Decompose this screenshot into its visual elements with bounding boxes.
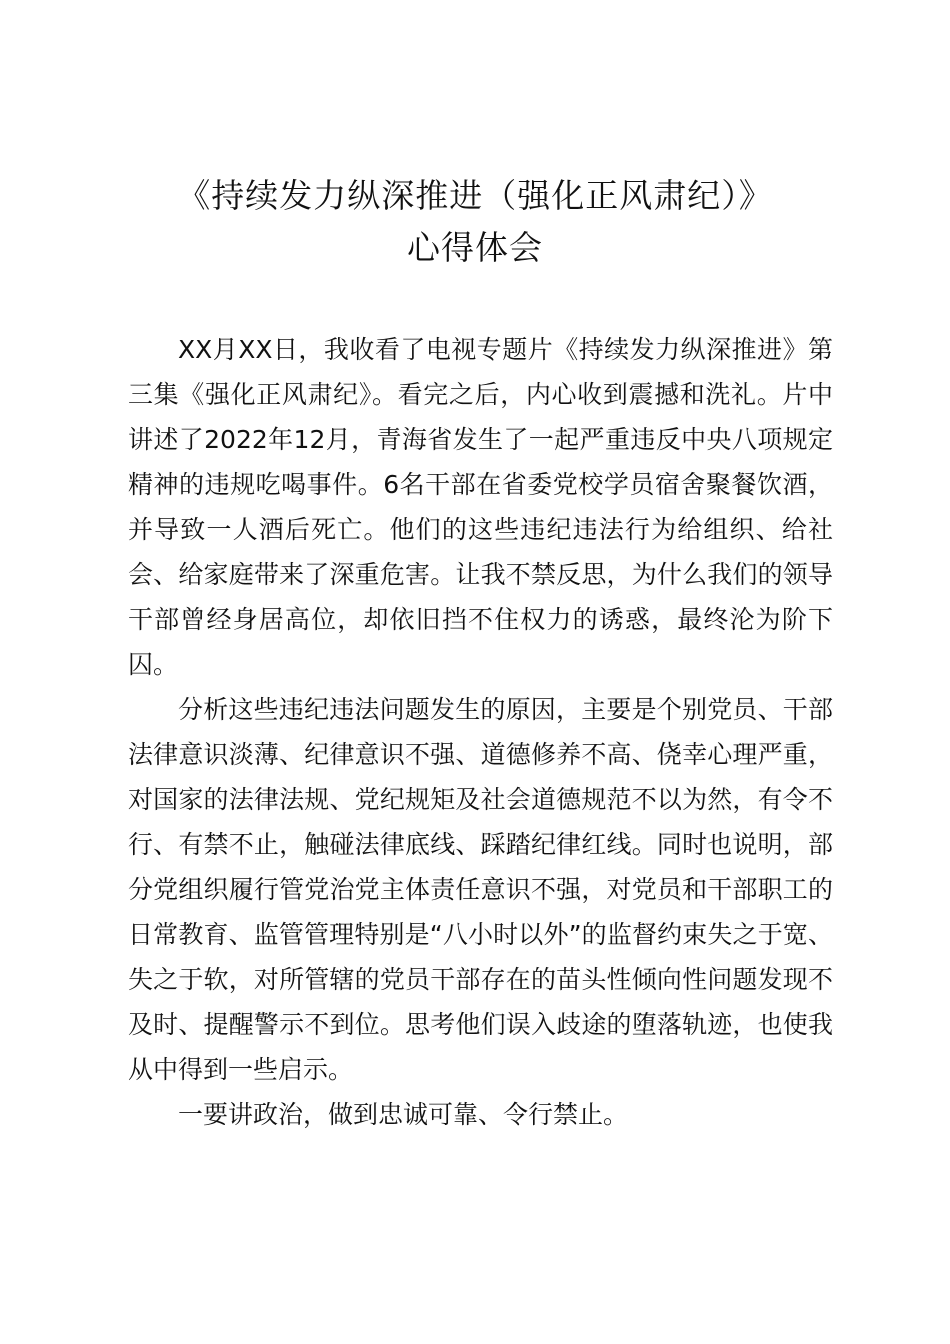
paragraph-1: XX月XX日，我收看了电视专题片《持续发力纵深推进》第三集《强化正风肃纪》。看完之后，内心收到震撼和洗礼。片中讲述了2022年12月，青海省发生了一起严重违反中央八项规定精神的违规吃喝事件。6名干部在省委党校学员宿舍聚餐饮酒，并导致一人酒后死亡。他们的这些违纪违法行为给组织、给社会、给家庭带来了深重危害。让我不禁反思，为什么我们的领导干部曾经身居高位，却依旧挡不住权力的诱惑，最终沦为阶下囚。 — [128, 335, 833, 679]
paragraph-3: 一要讲政治，做到忠诚可靠、令行禁止。 — [178, 1100, 629, 1129]
paragraph-2: 分析这些违纪违法问题发生的原因，主要是个别党员、干部法律意识淡薄、纪律意识不强、道德修养不高、侥幸心理严重，对国家的法律法规、党纪规矩及社会道德规范不以为然，有令不行、有禁不止，触碰法律底线、踩踏纪律红线。同时也说明，部分党组织履行管党治党主体责任意识不强，对党员和干部职工的日常教育、监管管理特别是“八小时以外”的监督约束失之于宽、失之于软，对所管辖的党员干部存在的苗头性倾向性问题发现不及时、提醒警示不到位。思考他们误入歧途的堕落轨迹，也使我从中得到一些启示。 — [128, 695, 833, 1084]
document-title-line-2: 心得体会 — [407, 228, 543, 267]
document-title-line-1: 《持续发力纵深推进（强化正风肃纪）》 — [177, 176, 773, 215]
document-body — [128, 327, 833, 1137]
